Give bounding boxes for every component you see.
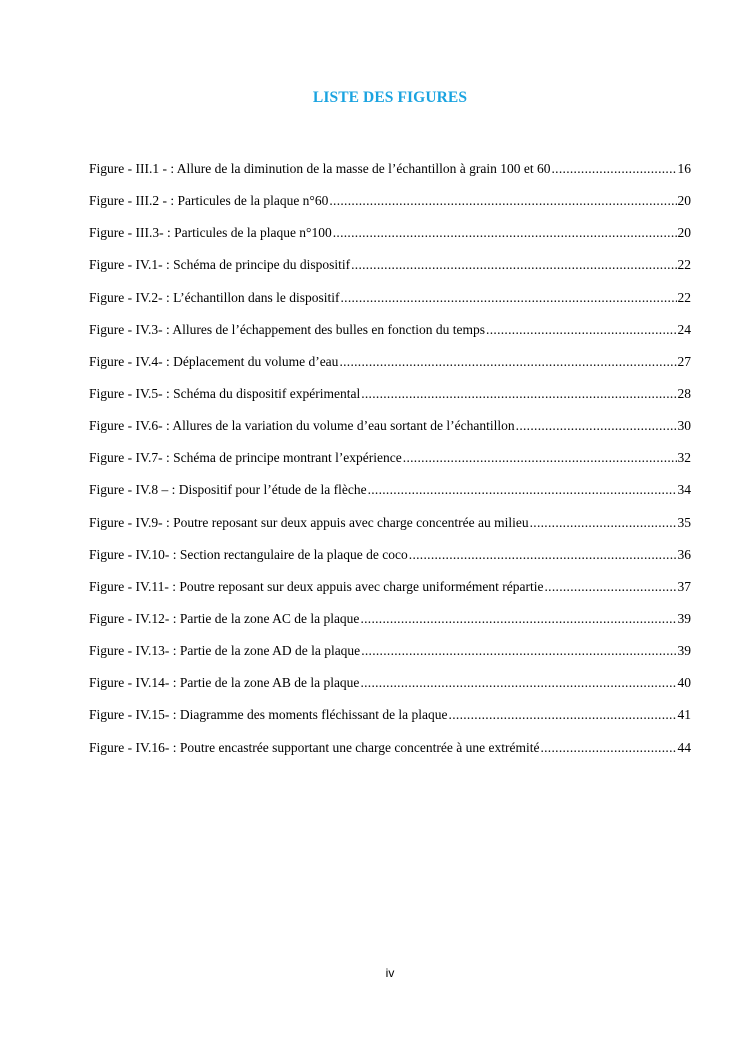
dot-leader: [409, 546, 677, 564]
figure-entry[interactable]: [89, 321, 691, 353]
figure-entry[interactable]: [89, 546, 691, 578]
figure-entry[interactable]: [89, 674, 691, 706]
figure-entry-page: 30: [677, 418, 691, 434]
figure-entry-label: Figure - IV.6- : Allures de la variation du volume d’eau sortant de l’échantillon: [89, 418, 515, 434]
figure-entry[interactable]: [89, 224, 691, 256]
page-number: iv: [385, 966, 395, 980]
dot-leader: [552, 160, 677, 178]
figure-entry-label: Figure - IV.9- : Poutre reposant sur deux appuis avec charge concentrée au milieu: [89, 514, 529, 530]
figure-entry[interactable]: [89, 289, 691, 321]
dot-leader: [540, 739, 676, 757]
dot-leader: [545, 578, 677, 596]
figure-entry[interactable]: [89, 706, 691, 738]
dot-leader: [449, 706, 677, 724]
figure-entry[interactable]: [89, 739, 691, 771]
dot-leader: [339, 353, 676, 371]
figure-entry-label: Figure - IV.1- : Schéma de principe du dispositif: [89, 257, 351, 273]
figure-entry-page: 16: [677, 161, 691, 176]
figure-entry[interactable]: [89, 610, 691, 642]
figure-entry-page: 24: [677, 321, 691, 337]
figure-entry-page: 41: [677, 707, 691, 723]
figure-entry-label: Figure - IV.13- : Partie de la zone AD de la plaque: [89, 643, 361, 659]
figure-entry-page: 40: [677, 675, 691, 691]
figure-list: [89, 160, 691, 771]
figure-entry[interactable]: [89, 642, 691, 674]
figure-entry-page: 22: [677, 257, 691, 273]
figure-entry[interactable]: [89, 514, 691, 546]
dot-leader: [360, 674, 676, 692]
figure-entry-label: Figure - IV.11- : Poutre reposant sur deux appuis avec charge uniformément répartie: [89, 578, 544, 594]
figure-entry-page: 32: [677, 450, 691, 466]
figure-entry-label: Figure - III.2 - : Particules de la plaque n°60: [89, 193, 329, 209]
figure-entry-page: 28: [677, 385, 691, 401]
page-title: LISTE DES FIGURES: [312, 89, 468, 106]
figure-entry[interactable]: [89, 353, 691, 385]
dot-leader: [516, 417, 677, 435]
dot-leader: [360, 610, 676, 628]
figure-entry[interactable]: [89, 385, 691, 417]
figure-entry-label: Figure - IV.10- : Section rectangulaire de la plaque de coco: [89, 546, 408, 562]
figure-entry-label: Figure - IV.5- : Schéma du dispositif expérimental: [89, 385, 361, 401]
figure-entry-page: 44: [677, 739, 691, 755]
figure-entry-label: Figure - III.3- : Particules de la plaque n°100: [89, 225, 332, 241]
dot-leader: [486, 321, 676, 339]
dot-leader: [329, 192, 676, 210]
dot-leader: [351, 256, 676, 274]
figure-entry-label: Figure - IV.2- : L’échantillon dans le dispositif: [89, 289, 340, 305]
figure-entry-page: 27: [677, 353, 691, 369]
figure-entry-label: Figure - IV.7- : Schéma de principe montrant l’expérience: [89, 450, 402, 466]
figure-entry[interactable]: [89, 256, 691, 288]
figure-entry-page: 39: [677, 643, 691, 659]
figure-entry-label: Figure - IV.15- : Diagramme des moments fléchissant de la plaque: [89, 707, 448, 723]
dot-leader: [361, 385, 676, 403]
dot-leader: [361, 642, 676, 660]
figure-entry-label: Figure - IV.4- : Déplacement du volume d’eau: [89, 353, 339, 369]
dot-leader: [530, 514, 677, 532]
figure-entry-page: 34: [677, 482, 691, 498]
figure-entry-label: Figure - IV.12- : Partie de la zone AC de la plaque: [89, 610, 360, 626]
figure-entry-label: Figure - IV.14- : Partie de la zone AB de la plaque: [89, 675, 360, 691]
figure-entry-page: 39: [677, 610, 691, 626]
figure-entry-label: Figure - III.1 - : Allure de la diminution de la masse de l’échantillon à grain 100 et 60: [89, 161, 551, 176]
figure-entry[interactable]: [89, 160, 691, 192]
figure-entry-page: 36: [677, 546, 691, 562]
dot-leader: [340, 289, 676, 307]
figure-entry-label: Figure - IV.8 – : Dispositif pour l’étude de la flèche: [89, 482, 367, 498]
dot-leader: [368, 481, 677, 499]
figure-entry-page: 22: [677, 289, 691, 305]
figure-entry-page: 20: [677, 225, 691, 241]
dot-leader: [403, 449, 677, 467]
figure-entry[interactable]: [89, 578, 691, 610]
figure-entry-page: 20: [677, 193, 691, 209]
figure-entry-label: Figure - IV.16- : Poutre encastrée supportant une charge concentrée à une extrémité: [89, 739, 540, 755]
figure-entry-label: Figure - IV.3- : Allures de l’échappement des bulles en fonction du temps: [89, 321, 486, 337]
figure-entry-page: 37: [677, 578, 691, 594]
figure-entry-page: 35: [677, 514, 691, 530]
figure-entry[interactable]: [89, 481, 691, 513]
figure-entry[interactable]: [89, 417, 691, 449]
figure-entry[interactable]: [89, 449, 691, 481]
figure-entry[interactable]: [89, 192, 691, 224]
dot-leader: [333, 224, 677, 242]
